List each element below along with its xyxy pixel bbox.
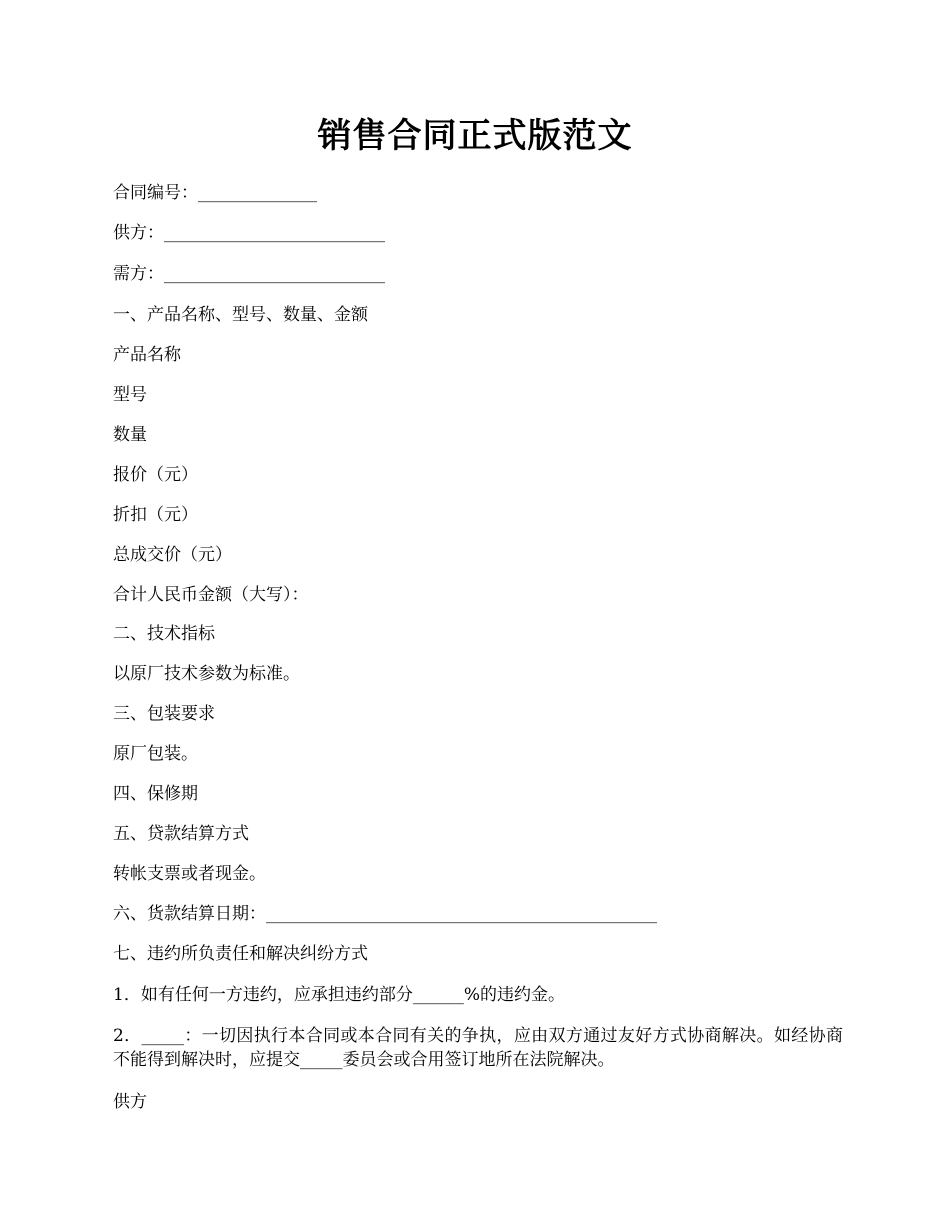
section-5-text: 转帐支票或者现金。 [113, 864, 266, 884]
section-2-heading: 二、技术指标 [113, 624, 215, 644]
clause-1: 1．如有任何一方违约，应承担违约部分______%的违约金。 [113, 985, 565, 1005]
clause-2: 2．_____：一切因执行本合同或本合同有关的争执，应由双方通过友好方式协商解决。如经协商不能得到解决时，应提交_____委员会或合用签订地所在法院解决。 [113, 1026, 843, 1070]
section-7-heading: 七、违约所负责任和解决纠纷方式 [113, 944, 368, 964]
section-2-text: 以原厂技术参数为标准。 [113, 664, 300, 684]
section-5-heading: 五、贷款结算方式 [113, 824, 249, 844]
product-name-item: 产品名称 [113, 345, 181, 365]
total-amount-line: 合计人民币金额（大写）： [113, 585, 309, 605]
buyer-line: 需方：__________________________ [113, 264, 385, 284]
section-1-heading: 一、产品名称、型号、数量、金额 [113, 305, 368, 325]
section-6-line: 六、货款结算日期：______________________________________________ [113, 904, 657, 924]
quote-item: 报价（元） [113, 465, 198, 485]
model-item: 型号 [113, 385, 147, 405]
discount-item: 折扣（元） [113, 505, 198, 525]
total-price-item: 总成交价（元） [113, 545, 232, 565]
quantity-item: 数量 [113, 425, 147, 445]
section-3-text: 原厂包装。 [113, 744, 198, 764]
document-title: 销售合同正式版范文 [317, 116, 633, 156]
signature-label-supplier: 供方 [113, 1092, 147, 1112]
supplier-line: 供方：__________________________ [113, 223, 385, 243]
section-3-heading: 三、包装要求 [113, 704, 215, 724]
contract-number-line: 合同编号：______________ [113, 183, 317, 203]
section-4-heading: 四、保修期 [113, 784, 198, 804]
